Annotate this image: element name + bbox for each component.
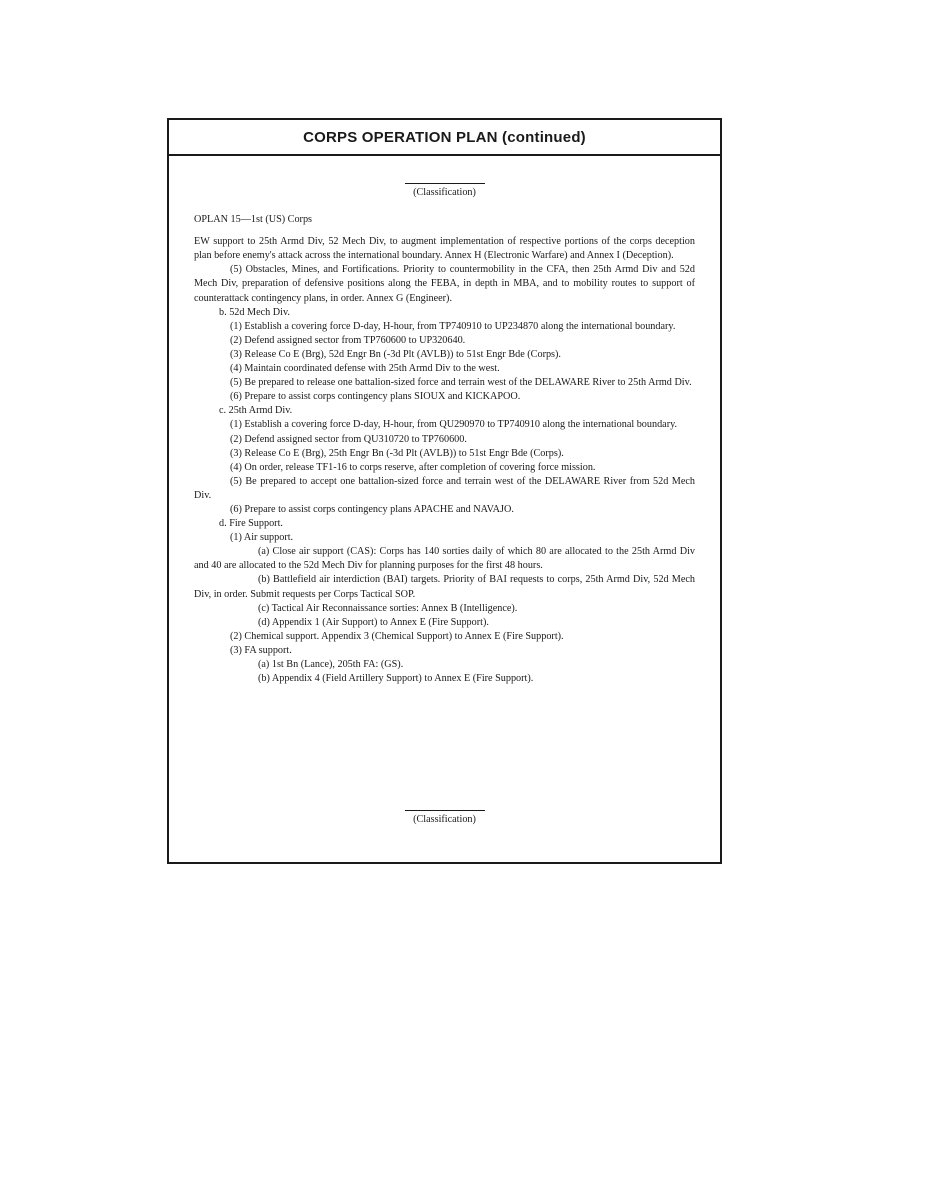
paragraph: (3) FA support. (230, 644, 292, 656)
paragraph: (5) Be prepared to release one battalion-sized force and terrain west of the DELAWARE River to 25th Armd Div. (230, 377, 692, 389)
paragraph: (2) Chemical support. Appendix 3 (Chemical Support) to Annex E (Fire Support). (230, 630, 564, 642)
paragraph: (2) Defend assigned sector from TP760600 to UP320640. (230, 334, 466, 346)
paragraph: (a) 1st Bn (Lance), 205th FA: (GS). (258, 659, 404, 670)
paragraph: c. 25th Armd Div. (219, 405, 293, 417)
paragraph: (6) Prepare to assist corps contingency plans SIOUX and KICKAPOO. (230, 391, 521, 403)
body-text (194, 235, 695, 686)
paragraph: (5) Be prepared to accept one battalion-sized force and terrain west of the DELAWARE River from 52d Mech Div. (194, 475, 695, 501)
classification-bottom (194, 810, 695, 827)
classification-rule (405, 810, 485, 811)
paragraph: (4) Maintain coordinated defense with 25th Armd Div to the west. (230, 363, 500, 375)
paragraph: (d) Appendix 1 (Air Support) to Annex E (Fire Support). (258, 616, 489, 628)
paragraph: (1) Air support. (230, 532, 294, 544)
paragraph: d. Fire Support. (219, 518, 283, 530)
paragraph: (b) Appendix 4 (Field Artillery Support) to Annex E (Fire Support). (258, 673, 534, 685)
paragraph: (5) Obstacles, Mines, and Fortifications. Priority to countermobility in the CFA, then 25th Armd Div and 52d Mech Div, preparation of defensive positions along the FEBA, in depth in MBA, and to mobility routes to support of counterattack contingency plans, in order. Annex G (Engineer). (194, 264, 695, 304)
paragraph: (6) Prepare to assist corps contingency plans APACHE and NAVAJO. (230, 503, 514, 515)
paragraph: (1) Establish a covering force D-day, H-hour, from TP740910 to UP234870 along the international boundary. (230, 320, 676, 332)
paragraph: EW support to 25th Armd Div, 52 Mech Div, to augment implementation of respective portions of the corps deception plan before enemy's attack across the international boundary. Annex H (Electronic Warfare) and Annex I (Deception). (194, 236, 695, 262)
paragraph: b. 52d Mech Div. (219, 306, 290, 318)
paragraph: (b) Battlefield air interdiction (BAI) targets. Priority of BAI requests to corps, 25th Armd Div, 52d Mech Div, in order. Submit requests per Corps Tactical SOP. (194, 574, 695, 600)
document-frame (167, 118, 722, 864)
paragraph: (a) Close air support (CAS): Corps has 140 sorties daily of which 80 are allocated to the 25th Armd Div and 40 are allocated to the 52d Mech Div for planning purposes for the first 48 hours. (194, 546, 695, 572)
paragraph: (1) Establish a covering force D-day, H-hour, from QU290970 to TP740910 along the international boundary. (230, 419, 678, 431)
paragraph: (3) Release Co E (Brg), 52d Engr Bn (-3d Plt (AVLB)) to 51st Engr Bde (Corps). (230, 348, 561, 360)
paragraph: (c) Tactical Air Reconnaissance sorties: Annex B (Intelligence). (258, 602, 518, 614)
document-content (194, 156, 695, 862)
classification-label: (Classification) (413, 813, 476, 825)
paragraph: (4) On order, release TF1-16 to corps reserve, after completion of covering force mission. (230, 461, 596, 473)
classification-label: (Classification) (413, 187, 476, 198)
paragraph: (3) Release Co E (Brg), 25th Engr Bn (-3d Plt (AVLB)) to 51st Engr Bde (Corps). (230, 447, 564, 459)
paragraph: (2) Defend assigned sector from QU310720 to TP760600. (230, 433, 467, 445)
classification-rule (405, 183, 485, 184)
classification-top (194, 183, 695, 200)
oplan-header: OPLAN 15—1st (US) Corps (194, 214, 313, 226)
banner-title: CORPS OPERATION PLAN (continued) (169, 120, 720, 156)
